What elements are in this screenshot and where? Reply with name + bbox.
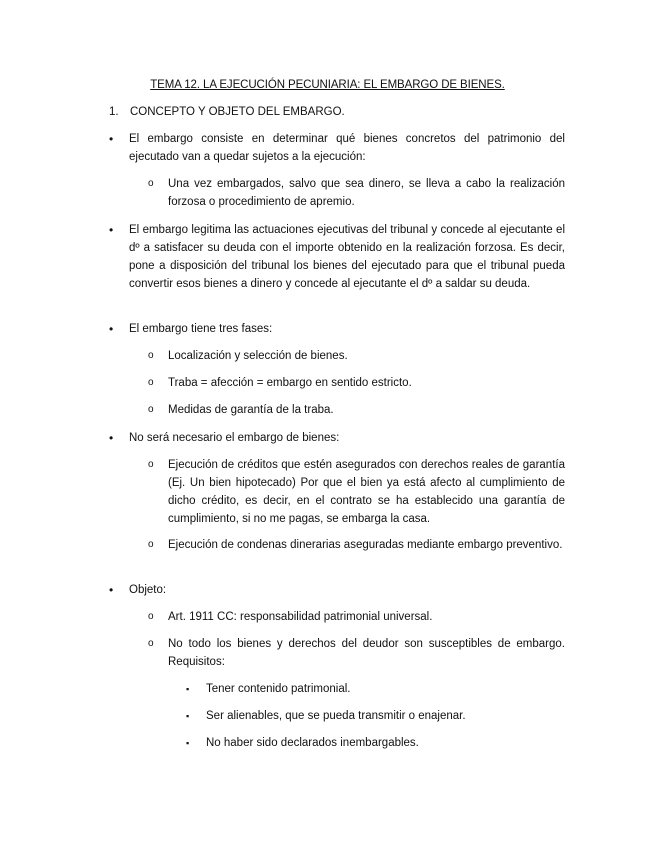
square-bullet-marker: ▪ [186,738,190,748]
sub-sub-bullet-text: Ser alienables, que se pueda transmitir o enajenar. [206,710,466,722]
bullet-item [109,320,565,338]
bullet-item [109,130,565,166]
bullet-text: El embargo legitima las actuaciones ejecutivas del tribunal y concede al ejecutante el dº a satisfacer su deuda con el importe obtenido en la realización forzosa. Es decir, pone a disposición del tribunal los bienes del ejecutado para que el tribunal pueda convertir esos bienes a dinero y concede al ejecutante el dº a saldar su deuda. [129,224,565,290]
sub-bullet-marker: o [148,178,154,189]
bullet-item [109,429,565,447]
sub-bullet-item [148,608,565,626]
bullet-marker: • [109,223,114,237]
sub-bullet-item [148,635,565,671]
bullet-marker: • [109,583,114,597]
sub-bullet-marker: o [148,459,154,470]
square-bullet-marker: ▪ [186,684,190,694]
sub-bullet-text: Traba = afección = embargo en sentido estricto. [168,377,412,389]
sub-bullet-text: No todo los bienes y derechos del deudor son susceptibles de embargo. Requisitos: [168,638,565,668]
sub-bullet-item [148,175,565,211]
sub-bullet-text: Localización y selección de bienes. [168,350,348,362]
bullet-item [109,581,565,599]
section-number: 1. [109,106,119,118]
square-bullet-marker: ▪ [186,711,190,721]
sub-bullet-item [148,401,565,419]
bullet-text: Objeto: [129,584,167,596]
bullet-text: El embargo consiste en determinar qué bienes concretos del patrimonio del ejecutado van a quedar sujetos a la ejecución: [129,133,565,163]
sub-bullet-text: Medidas de garantía de la traba. [168,404,334,416]
bullet-marker: • [109,132,114,146]
sub-bullet-marker: o [148,404,154,415]
sub-bullet-marker: o [148,377,154,388]
sub-sub-bullet-text: No haber sido declarados inembargables. [206,737,419,749]
sub-bullet-marker: o [148,539,154,550]
sub-sub-bullet-text: Tener contenido patrimonial. [206,683,351,695]
bullet-text: El embargo tiene tres fases: [129,323,273,335]
sub-bullet-marker: o [148,638,154,649]
sub-sub-bullet-item [186,734,565,752]
section-heading-text: CONCEPTO Y OBJETO DEL EMBARGO. [130,106,345,118]
sub-bullet-text: Art. 1911 CC: responsabilidad patrimonial universal. [168,611,433,623]
sub-bullet-marker: o [148,611,154,622]
bullet-text: No será necesario el embargo de bienes: [129,432,340,444]
bullet-marker: • [109,322,114,336]
sub-sub-bullet-item [186,707,565,725]
bullet-marker: • [109,431,114,445]
sub-bullet-item [148,456,565,528]
sub-bullet-item [148,536,565,554]
sub-bullet-item [148,347,565,365]
sub-bullet-item [148,374,565,392]
bullet-item [109,221,565,293]
sub-bullet-text: Una vez embargados, salvo que sea dinero, se lleva a cabo la realización forzosa o procedimiento de apremio. [168,178,565,208]
document-title: TEMA 12. LA EJECUCIÓN PECUNIARIA: EL EMBARGO DE BIENES. [150,79,505,91]
sub-bullet-text: Ejecución de créditos que estén asegurados con derechos reales de garantía (Ej. Un bien hipotecado) Por que el bien ya está afecto al cumplimiento de dicho crédito, es decir, en el contrato se ha establecido una garantía de cumplimiento, si no me pagas, se embarga la casa. [168,459,565,525]
sub-bullet-marker: o [148,350,154,361]
sub-bullet-text: Ejecución de condenas dinerarias aseguradas mediante embargo preventivo. [168,539,563,551]
sub-sub-bullet-item [186,680,565,698]
